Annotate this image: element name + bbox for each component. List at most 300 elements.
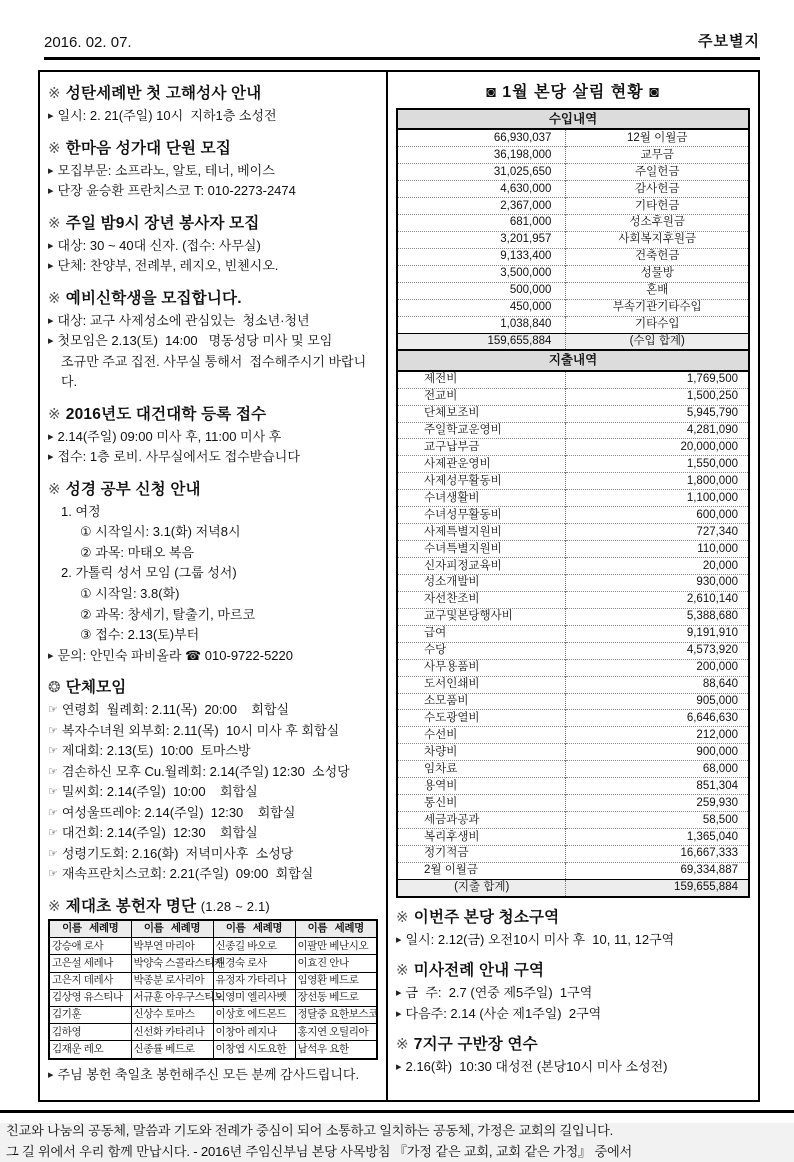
announcement-line: [48, 181, 378, 202]
expense-row: [397, 744, 749, 761]
line-text: 재속프란치스코회: 2.21(주일) 09:00 회합실: [61, 866, 314, 882]
expense-amount: 1,800,000: [566, 473, 749, 490]
announcement-line: [48, 543, 378, 564]
donor-row: [49, 1006, 377, 1023]
expense-amount: 930,000: [566, 574, 749, 591]
expense-label: 교구납부금: [397, 439, 566, 456]
donor-name: 김하영: [49, 1024, 131, 1041]
expense-label: 수녀성무활동비: [397, 507, 566, 524]
expense-label: 수당: [397, 642, 566, 659]
expense-row: [397, 659, 749, 676]
section-lines: [48, 502, 378, 666]
expense-header-row: [397, 350, 749, 370]
income-row: [397, 198, 749, 215]
bullet-icon: ▸: [48, 110, 54, 122]
expense-amount: 58,500: [566, 812, 749, 829]
bullet-icon: ▸: [48, 1068, 54, 1081]
expense-row: [397, 524, 749, 541]
bullet-icon: ☞: [48, 827, 58, 840]
announcement-line: [396, 1057, 750, 1078]
expense-label: 용역비: [397, 778, 566, 795]
expense-row: [397, 845, 749, 862]
expense-label: 수녀생활비: [397, 490, 566, 507]
footer-line: 그 길 위에서 우리 함께 만납시다. - 2016년 주임신부님 본당 사목방침 『가정 같은 교회, 교회 같은 가정』 중에서: [6, 1143, 633, 1159]
bullet-icon: ▸: [48, 164, 54, 177]
income-row: [397, 147, 749, 164]
bullet-icon: ▸: [396, 1007, 402, 1020]
expense-row: [397, 761, 749, 778]
income-amount: 36,198,000: [397, 147, 566, 164]
expense-label: 도서인쇄비: [397, 676, 566, 693]
announcement-line: [48, 844, 378, 865]
income-row: [397, 129, 749, 146]
announcement-line: [48, 352, 378, 393]
donor-name: 고은지 데레사: [49, 972, 131, 989]
bullet-icon: ☞: [48, 724, 58, 737]
income-row: [397, 299, 749, 316]
candle-donors-section: [48, 894, 378, 1085]
line-text: 문의: 안민숙 파비올라 ☎ 010-9722-5220: [57, 647, 293, 663]
donor-name: 박종분 로사리아: [131, 972, 213, 989]
expense-label: 복리후생비: [397, 829, 566, 846]
income-amount: 3,201,957: [397, 231, 566, 248]
announcement-line: [48, 721, 378, 742]
income-total-amount: 159,655,884: [397, 333, 566, 350]
income-amount: 4,630,000: [397, 181, 566, 198]
donor-name: 신상수 토마스: [131, 1006, 213, 1023]
announcement-section: [396, 905, 750, 951]
expense-label: 주일학교운영비: [397, 422, 566, 439]
section-title: [48, 81, 378, 103]
expense-amount: 600,000: [566, 507, 749, 524]
donor-name: 고은설 세레나: [49, 955, 131, 972]
section-marker-icon: ※: [48, 405, 61, 423]
expense-row: [397, 439, 749, 456]
announcement-section: [48, 477, 378, 666]
expense-label: 단체보조비: [397, 405, 566, 422]
donor-row: [49, 955, 377, 972]
announcement-line: [48, 803, 378, 824]
expense-row: [397, 473, 749, 490]
date-range: (1.28 ~ 2.1): [200, 898, 270, 914]
expense-row: [397, 795, 749, 812]
line-text: ② 과목: 창세기, 탈출기, 마르코: [80, 606, 256, 622]
section-marker-icon: ※: [48, 897, 61, 915]
bullet-icon: ☞: [48, 868, 58, 881]
section-title-text: 주일 밤9시 장년 봉사자 모집: [65, 214, 260, 232]
bullet-icon: ▸: [48, 314, 54, 327]
income-label: 12월 이월금: [627, 131, 688, 144]
announcement-line: [396, 983, 750, 1004]
income-row: [397, 316, 749, 333]
announcement-section: [48, 402, 378, 468]
thanks-line: [48, 1065, 378, 1086]
section-title-text: 성탄세례반 첫 고해성사 안내: [65, 85, 262, 102]
expense-amount: 2,610,140: [566, 591, 749, 608]
expense-label: 신자피정교육비: [397, 558, 566, 575]
expense-row: [397, 591, 749, 608]
income-label: 성물방: [566, 265, 749, 282]
line-text: 접수: 1층 로비. 사무실에서도 접수받습니다: [57, 449, 300, 465]
expense-row: [397, 829, 749, 846]
bullet-icon: ▸: [48, 239, 54, 252]
announcement-line: [48, 584, 378, 605]
donor-name: 신선화 카타리나: [131, 1024, 213, 1041]
expense-row: [397, 388, 749, 405]
announcement-section: [396, 1032, 750, 1078]
expense-label: 사제관운영비: [397, 456, 566, 473]
line-text: 연령회 월례회: 2.11(목) 20:00 회합실: [61, 702, 290, 718]
line-text: 밀씨회: 2.14(주일) 10:00 회합실: [61, 784, 258, 800]
expense-label: 급여: [397, 625, 566, 642]
expense-amount: 212,000: [566, 727, 749, 744]
expense-amount: 905,000: [566, 693, 749, 710]
section-title-text: 예비신학생을 모집합니다.: [65, 289, 242, 307]
donor-name: 이상호 에드몬드: [213, 1006, 295, 1023]
announcement-line: [48, 823, 378, 844]
section-title-text: 2016년도 대건대학 등록 접수: [65, 405, 267, 423]
doc-label: 주보별지: [698, 33, 760, 50]
section-title: [48, 136, 378, 158]
income-header-row: [397, 109, 749, 129]
expense-row: [397, 456, 749, 473]
line-text: 금 주: 2.7 (연중 제5주일) 1구역: [405, 985, 593, 1001]
section-lines: [48, 311, 378, 393]
expense-label: 제전비: [397, 371, 566, 388]
line-text: 2.14(주일) 09:00 미사 후, 11:00 미사 후: [57, 428, 282, 444]
income-label: 교무금: [566, 147, 749, 164]
bullet-icon: ▸: [48, 451, 54, 464]
income-row: [397, 214, 749, 231]
income-row: [397, 248, 749, 265]
section-title-text: 한마음 성가대 단원 모집: [65, 139, 232, 157]
announcement-line: [48, 762, 378, 783]
expense-label: 2월 이월금: [397, 862, 566, 879]
expense-row: [397, 642, 749, 659]
section-title: [396, 958, 750, 980]
donor-name: 임영환 베드로: [295, 972, 377, 989]
expense-row: [397, 862, 749, 879]
announcement-line: [48, 236, 378, 257]
line-text: 성령기도회: 2.16(화) 저녁미사후 소성당: [61, 845, 294, 861]
expense-amount: 9,191,910: [566, 625, 749, 642]
income-row: [397, 231, 749, 248]
expense-amount: 88,640: [566, 676, 749, 693]
income-label: 성소후원금: [566, 214, 749, 231]
announcement-section: [396, 958, 750, 1024]
expense-label: 소모품비: [397, 693, 566, 710]
bullet-icon: ▸: [48, 430, 54, 443]
line-text: 다음주: 2.14 (사순 제1주일) 2구역: [405, 1005, 602, 1021]
section-title: [48, 675, 378, 697]
bullet-icon: ▸: [396, 1061, 402, 1074]
donor-name: 이효진 안나: [295, 955, 377, 972]
income-label: 건축헌금: [566, 248, 749, 265]
expense-label: 수녀특별지원비: [397, 541, 566, 558]
donor-name: 서규훈 아우구스티노: [131, 989, 213, 1006]
donor-name: 홍지연 오틸리아: [295, 1024, 377, 1041]
expense-label: 정기적금: [397, 845, 566, 862]
expense-row: [397, 778, 749, 795]
expense-amount: 1,100,000: [566, 490, 749, 507]
section-marker-icon: ※: [48, 289, 61, 307]
section-lines: [396, 930, 750, 951]
expense-header: 지출내역: [397, 350, 749, 370]
donor-name: 이팔만 베난시오: [295, 938, 377, 955]
announcement-line: [48, 106, 378, 127]
expense-amount: 16,667,333: [566, 845, 749, 862]
bullet-icon: ☞: [48, 786, 58, 799]
expense-label: 차량비: [397, 744, 566, 761]
announcement-line: [48, 563, 378, 584]
donor-name: 유정자 가타리나: [213, 972, 295, 989]
expense-amount: 1,365,040: [566, 829, 749, 846]
announcement-line: [48, 447, 378, 468]
expense-label: 사제성무활동비: [397, 473, 566, 490]
donor-name: 신종길 바오로: [213, 938, 295, 955]
section-marker-icon: ❂: [48, 679, 61, 697]
expense-amount: 200,000: [566, 659, 749, 676]
line-text: 대상: 30 ~ 40대 신자. (접수: 사무실): [57, 237, 261, 253]
announcement-line: [396, 1004, 750, 1025]
expense-row: [397, 405, 749, 422]
income-amount: 66,930,037: [397, 129, 566, 146]
income-amount: 500,000: [397, 282, 566, 299]
donor-name: 강승애 로사: [49, 938, 131, 955]
expense-amount: 20,000: [566, 558, 749, 575]
income-label: 주일헌금: [566, 164, 749, 181]
line-text: 복자수녀원 외부회: 2.11(목) 10시 미사 후 회합실: [61, 722, 340, 738]
line-text: 제대회: 2.13(토) 10:00 토마스방: [61, 743, 251, 759]
page-header: [44, 30, 760, 60]
line-text: 1. 여정: [61, 503, 101, 519]
announcement-line: [48, 864, 378, 885]
announcement-line: [48, 646, 378, 667]
announcement-line: [48, 427, 378, 448]
line-text: 일시: 2. 21(주일) 10시 지하1층 소성전: [57, 108, 277, 123]
bullet-icon: ☞: [48, 806, 58, 819]
line-text: 겸손하신 모후 Cu.월례회: 2.14(주일) 12:30 소성당: [61, 763, 350, 779]
income-header: 수입내역: [397, 109, 749, 129]
expense-row: [397, 710, 749, 727]
expense-label: 사무용품비: [397, 659, 566, 676]
section-title: [48, 402, 378, 424]
bullet-icon: ▸: [48, 649, 54, 662]
expense-amount: 5,388,680: [566, 608, 749, 625]
line-text: ① 시작일: 3.8(화): [80, 585, 180, 601]
section-marker-icon: ※: [48, 85, 61, 102]
section-title: [396, 1032, 750, 1054]
income-amount: 9,133,400: [397, 248, 566, 265]
bullet-icon: ▸: [48, 335, 54, 348]
section-title-text: 7지구 구반장 연수: [413, 1036, 538, 1054]
line-text: 대건회: 2.14(주일) 12:30 회합실: [61, 825, 258, 841]
donor-header-row: [49, 920, 377, 938]
donor-col-header: 이름 세례명: [131, 920, 213, 938]
income-label: 기타수입: [566, 316, 749, 333]
income-label: 감사헌금: [566, 181, 749, 198]
donor-row: [49, 1041, 377, 1059]
section-title-text: 성경 공부 신청 안내: [65, 480, 201, 498]
expense-row: [397, 608, 749, 625]
expense-label: 자선찬조비: [397, 591, 566, 608]
expense-amount: 5,945,790: [566, 405, 749, 422]
expense-amount: 727,340: [566, 524, 749, 541]
line-text: ② 과목: 마태오 복음: [80, 544, 195, 560]
donor-row: [49, 972, 377, 989]
income-row: [397, 164, 749, 181]
expense-amount: 68,000: [566, 761, 749, 778]
expense-row: [397, 812, 749, 829]
expense-row: [397, 727, 749, 744]
line-text: 일시: 2.12(금) 오전10시 미사 후 10, 11, 12구역: [405, 931, 675, 947]
line-text: ① 시작일시: 3.1(화) 저녁8시: [80, 524, 241, 540]
expense-amount: 851,304: [566, 778, 749, 795]
expense-row: [397, 422, 749, 439]
donor-row: [49, 989, 377, 1006]
expense-total-row: [397, 879, 749, 896]
announcement-line: [48, 331, 378, 352]
section-title: [48, 477, 378, 499]
expense-label: 세금과공과: [397, 812, 566, 829]
expense-row: [397, 490, 749, 507]
donor-name: 이영미 엘리사벳: [213, 989, 295, 1006]
section-title-text: 제대초 봉헌자 명단: [65, 897, 197, 915]
section-marker-icon: ※: [396, 1036, 409, 1054]
expense-amount: 110,000: [566, 541, 749, 558]
income-amount: 2,367,000: [397, 198, 566, 215]
announcement-line: [48, 741, 378, 762]
expense-row: [397, 507, 749, 524]
right-column: [388, 72, 758, 1100]
section-title: [48, 286, 378, 308]
expense-label: 성소개발비: [397, 574, 566, 591]
section-lines: [48, 106, 378, 127]
donor-row: [49, 1024, 377, 1041]
section-marker-icon: ※: [396, 962, 409, 980]
section-marker-icon: ※: [48, 480, 61, 498]
bullet-icon: ▸: [396, 933, 402, 946]
announcement-line: [48, 700, 378, 721]
candle-donors-table: [48, 919, 378, 1060]
section-title-text: 이번주 본당 청소구역: [413, 908, 560, 926]
announcement-line: [48, 605, 378, 626]
expense-amount: 1,769,500: [686, 373, 738, 386]
donor-name: 원경숙 로사: [213, 955, 295, 972]
donor-row: [49, 938, 377, 955]
income-label: 사회복지후원금: [566, 231, 749, 248]
income-amount: 1,038,840: [397, 316, 566, 333]
bullet-icon: ☞: [48, 704, 58, 717]
expense-row: [397, 574, 749, 591]
expense-label: 통신비: [397, 795, 566, 812]
announcement-section: [48, 286, 378, 393]
expense-label: 임차료: [397, 761, 566, 778]
expense-amount: 1,550,000: [566, 456, 749, 473]
expense-row: [397, 558, 749, 575]
expense-label: 수선비: [397, 727, 566, 744]
donor-name: 이창아 레지나: [213, 1024, 295, 1041]
donor-name: 남석우 요한: [295, 1041, 377, 1059]
line-text: 2.16(화) 10:30 대성전 (본당10시 미사 소성전): [405, 1059, 668, 1075]
section-marker-icon: ※: [48, 214, 61, 232]
section-lines: [48, 700, 378, 885]
expense-row: [397, 371, 749, 388]
expense-label: 사제특별지원비: [397, 524, 566, 541]
donor-name: 박양숙 스콜라스티카: [131, 955, 213, 972]
expense-row: [397, 541, 749, 558]
content-box: [38, 70, 760, 1102]
income-total-row: [397, 333, 749, 350]
section-title-text: 단체모임: [65, 679, 127, 697]
expense-amount: 1,500,250: [566, 388, 749, 405]
donor-col-header: 이름 세례명: [213, 920, 295, 938]
income-row: [397, 181, 749, 198]
announcement-line: [48, 782, 378, 803]
announcement-line: [48, 161, 378, 182]
announcement-line: [48, 502, 378, 523]
donor-name: 장선동 베드로: [295, 989, 377, 1006]
expense-row: [397, 676, 749, 693]
bullet-icon: ☞: [48, 745, 58, 758]
section-lines: [48, 427, 378, 468]
expense-amount: 4,573,920: [566, 642, 749, 659]
announcement-line: [48, 522, 378, 543]
line-text: 조규만 주교 집전. 사무실 통해서 접수해주시기 바랍니다.: [61, 353, 367, 390]
announcement-line: [48, 625, 378, 646]
line-text: 단장 윤승환 프란치스코 T: 010-2273-2474: [57, 183, 296, 199]
footer-note: [0, 1110, 794, 1162]
donor-name: 김기훈: [49, 1006, 131, 1023]
section-title-text: 미사전례 안내 구역: [413, 962, 545, 980]
donor-name: 박부연 마리아: [131, 938, 213, 955]
donor-name: 김상영 유스티나: [49, 989, 131, 1006]
expense-amount: 900,000: [566, 744, 749, 761]
page-date: 2016. 02. 07.: [44, 34, 132, 51]
announcement-line: [48, 311, 378, 332]
income-total-label: (수입 합계): [566, 333, 749, 350]
line-text: 모집부문: 소프라노, 알토, 테너, 베이스: [57, 162, 275, 178]
expense-total-amount: 159,655,884: [566, 879, 749, 896]
income-label: 부속기관기타수입: [566, 299, 749, 316]
donor-name: 이창엽 시도요한: [213, 1041, 295, 1059]
line-text: 대상: 교구 사제성소에 관심있는 청소년·청년: [57, 312, 310, 328]
finance-title: ◙ 1월 본당 살림 현황 ◙: [486, 84, 660, 101]
expense-row: [397, 693, 749, 710]
income-label: 혼배: [566, 282, 749, 299]
donor-name: 정달중 요한보스코: [295, 1006, 377, 1023]
expense-amount: 69,334,887: [566, 862, 749, 879]
line-text: 여성울뜨레야: 2.14(주일) 12:30 회합실: [61, 804, 296, 820]
donor-col-header: 이름 세례명: [49, 920, 131, 938]
section-lines: [48, 236, 378, 277]
section-marker-icon: ※: [48, 139, 61, 157]
footer-line: 친교와 나눔의 공동체, 말씀과 기도와 전례가 중심이 되어 소통하고 일치하는 공동체, 가정은 교회의 길입니다.: [6, 1123, 614, 1139]
income-label: 기타헌금: [566, 198, 749, 215]
donor-col-header: 이름 세례명: [295, 920, 377, 938]
announcement-section: [48, 136, 378, 202]
income-amount: 31,025,650: [397, 164, 566, 181]
announcement-list: [48, 81, 378, 885]
section-lines: [48, 161, 378, 202]
bullet-icon: ▸: [48, 185, 54, 198]
left-column: [40, 72, 388, 1100]
announcement-line: [396, 930, 750, 951]
expense-label: 전교비: [397, 388, 566, 405]
expense-amount: 259,930: [566, 795, 749, 812]
income-amount: 681,000: [397, 214, 566, 231]
expense-row: [397, 625, 749, 642]
